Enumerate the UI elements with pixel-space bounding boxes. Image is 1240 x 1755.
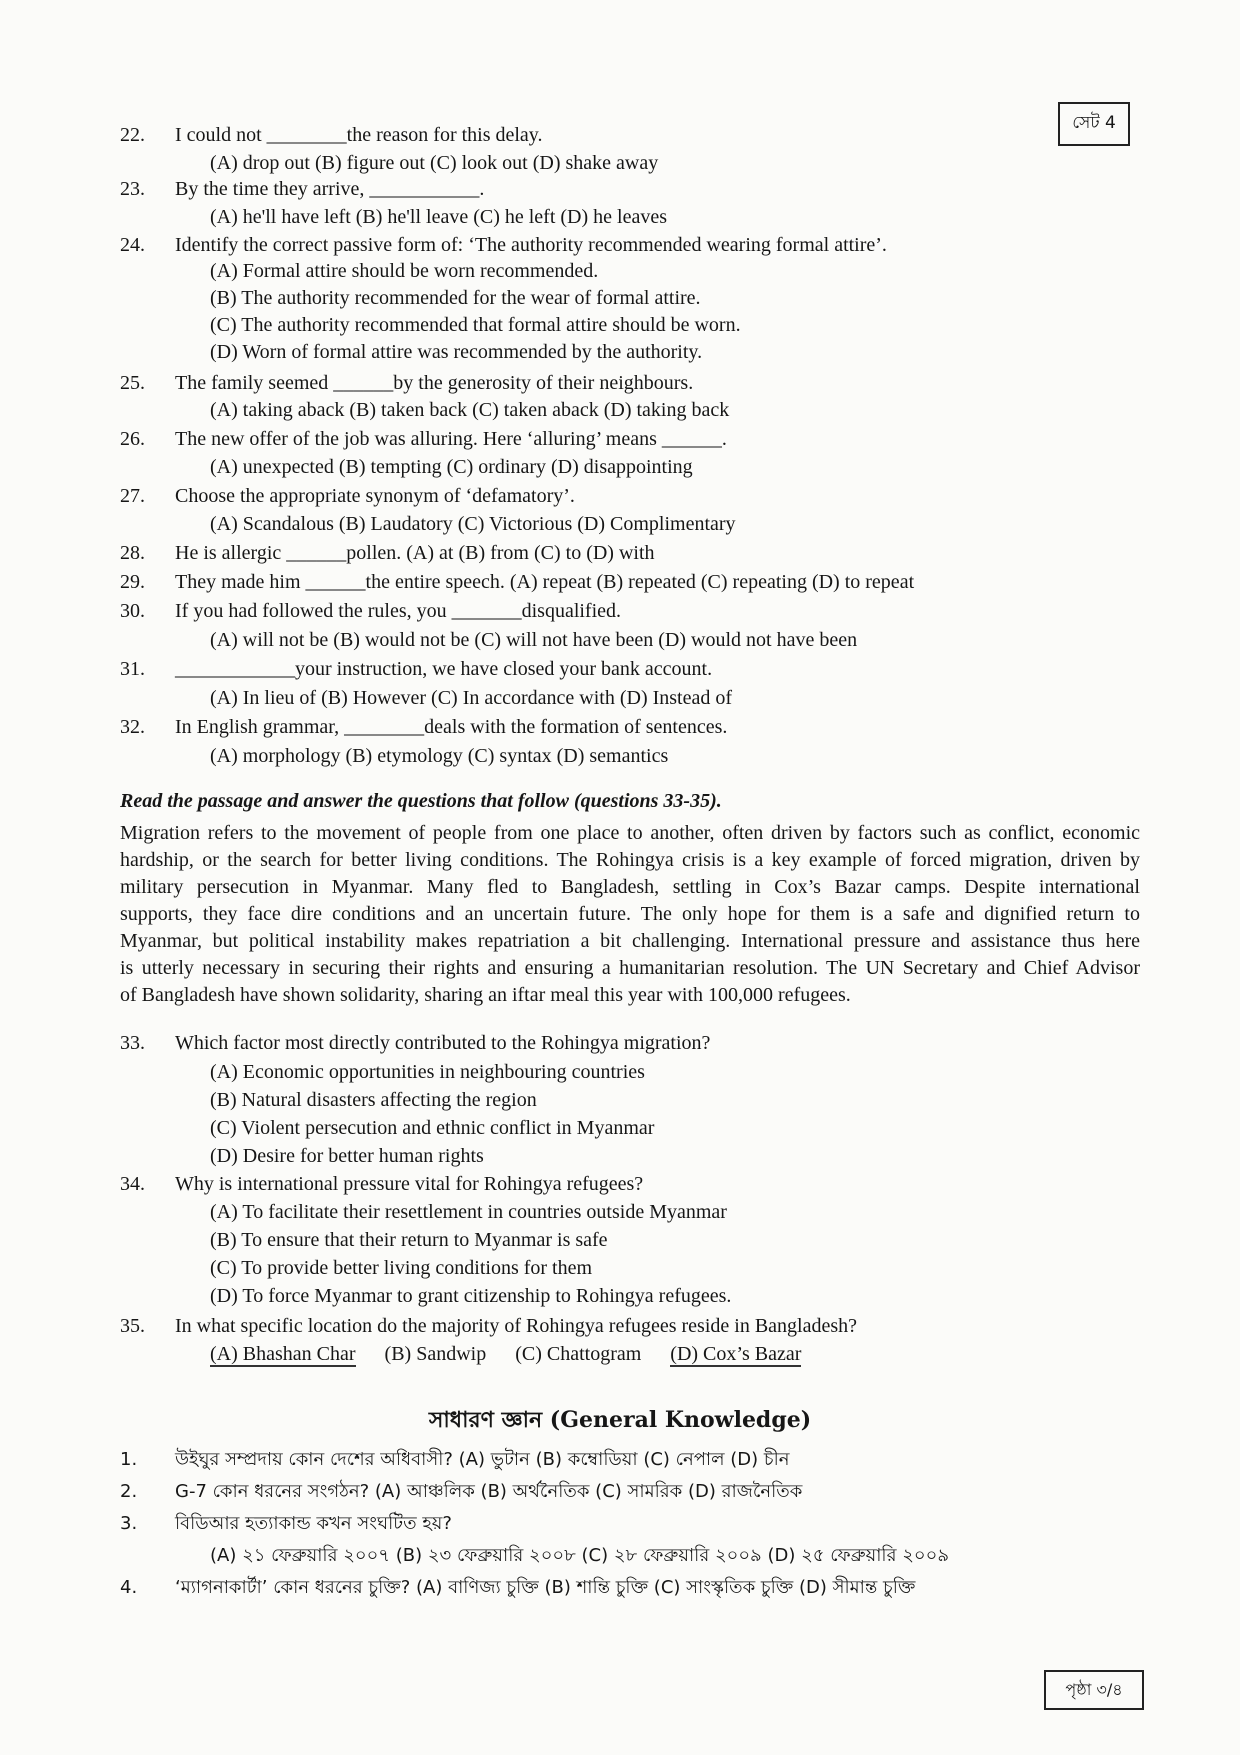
question-35-option-b: (B) Sandwip [384, 1343, 487, 1365]
question-stem: I could not ________the reason for this delay. [175, 124, 543, 146]
question-31-options: (A) In lieu of (B) However (C) In accordance with (D) Instead of [210, 687, 733, 709]
question-stem: Choose the appropriate synonym of ‘defamatory’. [175, 485, 575, 507]
question-number: 3. [120, 1513, 138, 1534]
question-35-option-d: (D) Cox’s Bazar [670, 1343, 802, 1365]
question-stem: By the time they arrive, ___________. [175, 178, 485, 200]
general-knowledge-title: সাধারণ জ্ঞান (General Knowledge) [428, 1407, 812, 1433]
question-number: 25. [120, 372, 145, 394]
question-23-options: (A) he'll have left (B) he'll leave (C) he left (D) he leaves [210, 206, 668, 228]
question-stem: Identify the correct passive form of: ‘The authority recommended wearing formal attire’. [175, 234, 887, 256]
question-stem: The new offer of the job was alluring. Here ‘alluring’ means ______. [175, 428, 727, 450]
passage-line: hardship, or the search for better living conditions. The Rohingya crisis is a key example of forced migration, driven by [120, 849, 1140, 871]
question-stem: উইঘুর সম্প্রদায় কোন দেশের অধিবাসী? (A) ভুটান (B) কম্বোডিয়া (C) নেপাল (D) চীন [175, 1449, 790, 1470]
question-stem: The family seemed ______by the generosity of their neighbours. [175, 372, 694, 394]
question-stem: In English grammar, ________deals with the formation of sentences. [175, 716, 728, 738]
question-24-option-d: (D) Worn of formal attire was recommended by the authority. [210, 341, 703, 363]
question-30-options: (A) will not be (B) would not be (C) will not have been (D) would not have been [210, 629, 858, 651]
question-number: 33. [120, 1032, 145, 1054]
question-stem: They made him ______the entire speech. (A) repeat (B) repeated (C) repeating (D) to repeat [175, 571, 915, 593]
passage-line: military persecution in Myanmar. Many fled to Bangladesh, settling in Cox’s Bazar camps. Despite international [120, 876, 1140, 898]
question-number: 2. [120, 1481, 138, 1502]
passage-line: is utterly necessary in securing their rights and ensuring a humanitarian resolution. The UN Secretary and Chief Advisor [120, 957, 1140, 979]
question-34-option-a: (A) To facilitate their resettlement in countries outside Myanmar [210, 1201, 727, 1223]
question-number: 27. [120, 485, 145, 507]
question-number: 28. [120, 542, 145, 564]
question-33-option-a: (A) Economic opportunities in neighbouring countries [210, 1061, 645, 1083]
question-number: 32. [120, 716, 145, 738]
question-number: 34. [120, 1173, 145, 1195]
question-number: 30. [120, 600, 145, 622]
question-34-option-b: (B) To ensure that their return to Myanmar is safe [210, 1229, 608, 1251]
question-number: 23. [120, 178, 145, 200]
question-stem: Why is international pressure vital for Rohingya refugees? [175, 1173, 644, 1195]
question-25-options: (A) taking aback (B) taken back (C) taken aback (D) taking back [210, 399, 730, 421]
question-stem: If you had followed the rules, you _______disqualified. [175, 600, 622, 622]
question-26-options: (A) unexpected (B) tempting (C) ordinary (D) disappointing [210, 456, 693, 478]
question-34-option-c: (C) To provide better living conditions for them [210, 1257, 593, 1279]
question-number: 29. [120, 571, 145, 593]
question-33-option-c: (C) Violent persecution and ethnic conflict in Myanmar [210, 1117, 655, 1139]
question-number: 35. [120, 1315, 145, 1337]
question-number: 22. [120, 124, 145, 146]
question-24-option-a: (A) Formal attire should be worn recommended. [210, 260, 599, 282]
question-stem: In what specific location do the majority of Rohingya refugees reside in Bangladesh? [175, 1315, 858, 1337]
passage-instruction: Read the passage and answer the questions that follow (questions 33-35). [120, 790, 722, 812]
question-35-options [210, 1341, 825, 1367]
question-33-option-d: (D) Desire for better human rights [210, 1145, 484, 1167]
question-24-option-b: (B) The authority recommended for the wear of formal attire. [210, 287, 701, 309]
question-number: 31. [120, 658, 145, 680]
set-label-box [1058, 102, 1130, 146]
question-35-option-a: (A) Bhashan Char [210, 1343, 356, 1365]
page-number: পৃষ্ঠা ৩/৪ [1065, 1679, 1123, 1699]
question-number: 24. [120, 234, 145, 256]
question-number: 4. [120, 1577, 138, 1598]
reading-passage [120, 820, 1140, 1009]
page-number-box [1044, 1670, 1144, 1710]
passage-line: Myanmar, but political instability makes repatriation a bit challenging. International pressure and assistance thus here [120, 930, 1140, 952]
question-stem: ‘ম্যাগনাকার্টা’ কোন ধরনের চুক্তি? (A) বাণিজ্য চুক্তি (B) শান্তি চুক্তি (C) সাংস্কৃতিক চুক্তি (D) সীমান্ত চুক্তি [175, 1577, 916, 1598]
gk-question-3-options: (A) ২১ ফেব্রুয়ারি ২০০৭ (B) ২৩ ফেব্রুয়ারি ২০০৮ (C) ২৮ ফেব্রুয়ারি ২০০৯ (D) ২৫ ফেব্রুয়ারি ২০০৯ [210, 1545, 949, 1566]
question-stem: ____________your instruction, we have closed your bank account. [175, 658, 713, 680]
question-22-options: (A) drop out (B) figure out (C) look out (D) shake away [210, 152, 659, 174]
question-number: 26. [120, 428, 145, 450]
question-number: 1. [120, 1449, 138, 1470]
set-label: সেট 4 [1072, 113, 1116, 133]
question-34-option-d: (D) To force Myanmar to grant citizenship to Rohingya refugees. [210, 1285, 732, 1307]
question-stem: He is allergic ______pollen. (A) at (B) from (C) to (D) with [175, 542, 655, 564]
question-stem: বিডিআর হত্যাকান্ড কখন সংঘটিত হয়? [175, 1513, 452, 1534]
passage-line: of Bangladesh have shown solidarity, sharing an iftar meal this year with 100,000 refugees. [120, 984, 851, 1006]
question-33-option-b: (B) Natural disasters affecting the region [210, 1089, 537, 1111]
question-stem: G-7 কোন ধরনের সংগঠন? (A) আঞ্চলিক (B) অর্থনৈতিক (C) সামরিক (D) রাজনৈতিক [175, 1481, 803, 1502]
question-stem: Which factor most directly contributed to the Rohingya migration? [175, 1032, 711, 1054]
passage-line: Migration refers to the movement of people from one place to another, often driven by factors such as conflict, economic [120, 822, 1140, 844]
question-24-option-c: (C) The authority recommended that formal attire should be worn. [210, 314, 741, 336]
question-27-options: (A) Scandalous (B) Laudatory (C) Victorious (D) Complimentary [210, 513, 736, 535]
question-35-option-c: (C) Chattogram [515, 1343, 642, 1365]
passage-line: supports, they face dire conditions and an uncertain future. The only hope for them is a safe and dignified return to [120, 903, 1140, 925]
question-32-options: (A) morphology (B) etymology (C) syntax (D) semantics [210, 745, 669, 767]
